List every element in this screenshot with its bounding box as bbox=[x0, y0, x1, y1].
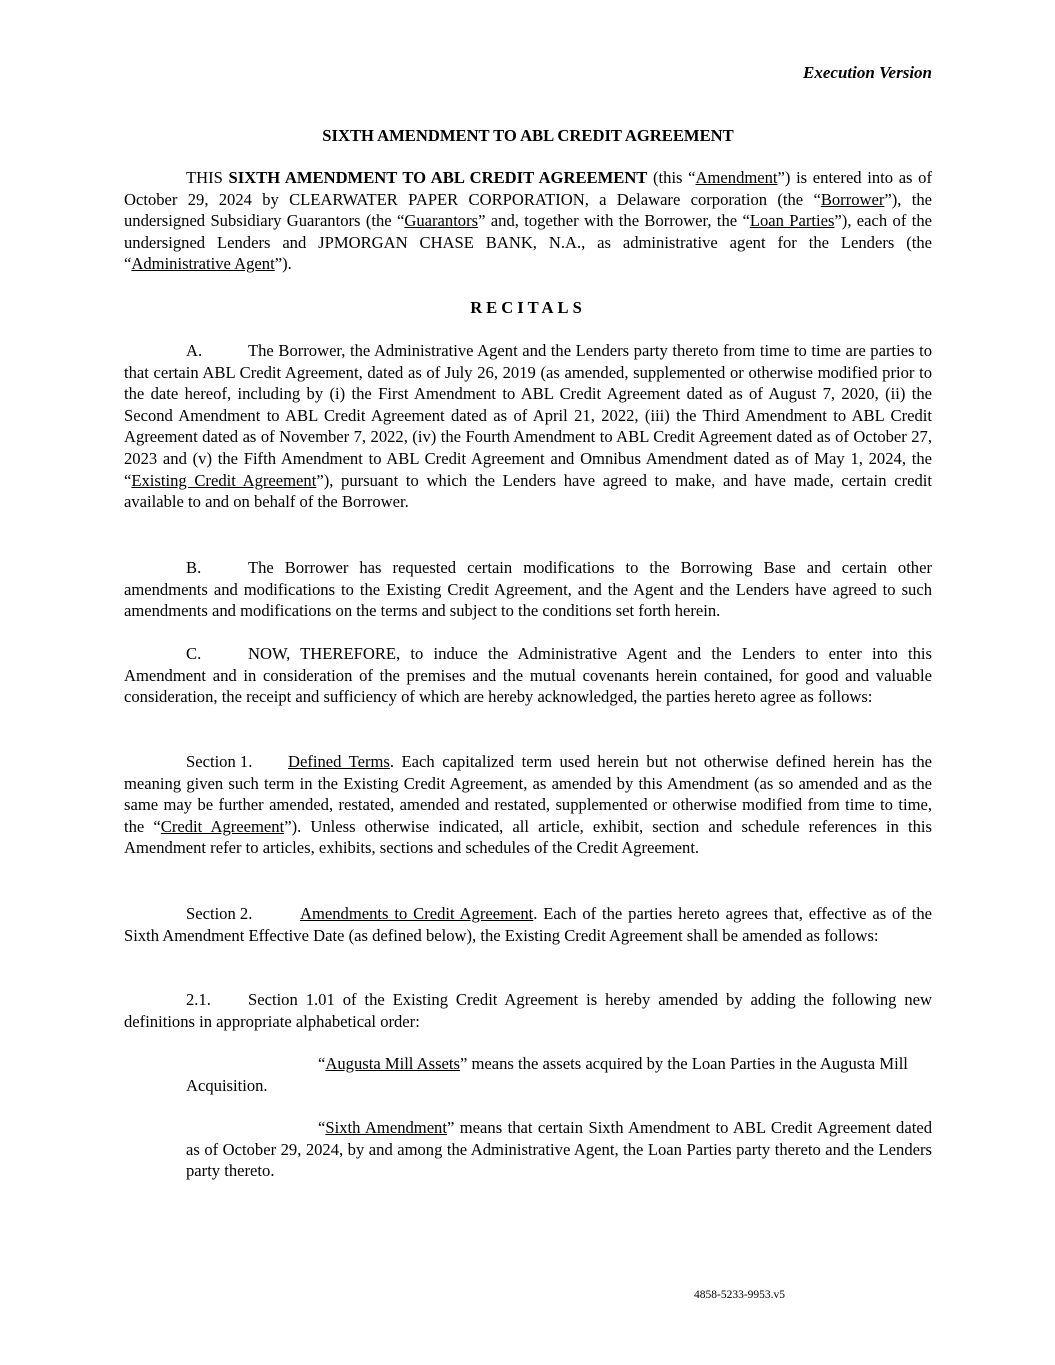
execution-version-label: Execution Version bbox=[803, 63, 932, 82]
recital-a: A. The Borrower, the Administrative Agent and the Lenders party thereto from time to time are parties to that certain ABL Credit Agreement, dated as of July 26, 2019 (as amended, supplemented or otherwise modified prior to the date hereof, including by (i) the First Amendment to ABL Credit Agreement dated as of August 7, 2020, (ii) the Second Amendment to ABL Credit Agreement dated as of April 21, 2022, (iii) the Third Amendment to ABL Credit Agreement dated as of November 7, 2022, (iv) the Fourth Amendment to ABL Credit Agreement dated as of October 27, 2023 and (v) the Fifth Amendment to ABL Credit Agreement and Omnibus Amendment dated as of May 1, 2024, the “Existing Credit Agreement”), pursuant to which the Lenders have agreed to make, and have made, certain credit available to and on behalf of the Borrower. bbox=[124, 341, 932, 512]
recital-c: C. NOW, THEREFORE, to induce the Administrative Agent and the Lenders to enter into this Amendment and in consideration of the premises and the mutual covenants herein contained, for good and valuable consideration, the receipt and sufficiency of which are hereby acknowledged, the parties hereto agree as follows: bbox=[124, 644, 932, 707]
definition-sixth-amendment: “Sixth Amendment” means that certain Sixth Amendment to ABL Credit Agreement dated as of October 29, 2024, by and among the Administrative Agent, the Loan Parties party thereto and the Lenders party thereto. bbox=[186, 1118, 932, 1181]
section-2-heading: Amendments to Credit Agreement bbox=[300, 904, 534, 923]
section-2-1-label: 2.1. bbox=[186, 990, 211, 1009]
section-2-label: Section 2. bbox=[186, 904, 253, 923]
document-title: SIXTH AMENDMENT TO ABL CREDIT AGREEMENT bbox=[322, 126, 734, 145]
defined-term-guarantors: Guarantors bbox=[404, 211, 479, 231]
document-page bbox=[124, 0, 932, 1365]
amendment-name-bold: SIXTH AMENDMENT TO ABL CREDIT AGREEMENT bbox=[228, 168, 648, 187]
recital-a-label: A. bbox=[186, 341, 203, 360]
defined-term-sixth-amendment: Sixth Amendment bbox=[325, 1118, 447, 1137]
defined-term-borrower: Borrower bbox=[820, 189, 885, 209]
defined-term-augusta-mill-assets: Augusta Mill Assets bbox=[325, 1054, 460, 1073]
document-id-footer: 4858-5233-9953.v5 bbox=[694, 1289, 786, 1301]
defined-term-amendment: Amendment bbox=[695, 168, 778, 187]
recitals-heading: RECITALS bbox=[470, 298, 586, 317]
section-1: Section 1. Defined Terms. Each capitalized term used herein but not otherwise defined herein has the meaning given such term in the Existing Credit Agreement, as amended by this Amendment (as so amended and as the same may be further amended, restated, amended and restated, supplemented or otherwise modified from time to time, the “Credit Agreement”). Unless otherwise indicated, all article, exhibit, section and schedule references in this Amendment refer to articles, exhibits, sections and schedules of the Credit Agreement. bbox=[124, 752, 932, 858]
section-2: Section 2. Amendments to Credit Agreement. Each of the parties hereto agrees that, effective as of the Sixth Amendment Effective Date (as defined below), the Existing Credit Agreement shall be amended as follows: bbox=[124, 904, 932, 945]
definition-augusta-mill-assets: “Augusta Mill Assets” means the assets acquired by the Loan Parties in the Augusta Mill Acquisition. bbox=[186, 1054, 908, 1095]
defined-term-administrative-agent: Administrative Agent bbox=[131, 254, 275, 274]
section-2-1: 2.1. Section 1.01 of the Existing Credit Agreement is hereby amended by adding the following new definitions in appropriate alphabetical order: bbox=[124, 990, 932, 1031]
defined-term-existing-credit-agreement: Existing Credit Agreement bbox=[131, 470, 317, 490]
defined-term-loan-parties: Loan Parties bbox=[749, 211, 835, 231]
defined-term-credit-agreement: Credit Agreement bbox=[160, 816, 285, 836]
recital-b-label: B. bbox=[186, 558, 202, 577]
recital-c-label: C. bbox=[186, 644, 202, 663]
intro-paragraph: THIS SIXTH AMENDMENT TO ABL CREDIT AGREEMENT (this “Amendment”) is entered into as of October 29, 2024 by CLEARWATER PAPER CORPORATION, a Delaware corporation (the “Borrower”), the undersigned Subsidiary Guarantors (the “Guarantors” and, together with the Borrower, the “Loan Parties”), each of the undersigned Lenders and JPMORGAN CHASE BANK, N.A., as administrative agent for the Lenders (the “Administrative Agent”). bbox=[124, 168, 932, 274]
section-1-label: Section 1. bbox=[186, 752, 253, 771]
recital-b: B. The Borrower has requested certain modifications to the Borrowing Base and certain other amendments and modifications to the Existing Credit Agreement, and the Agent and the Lenders have agreed to such amendments and modifications on the terms and subject to the conditions set forth herein. bbox=[124, 558, 932, 621]
section-1-heading: Defined Terms bbox=[288, 752, 390, 771]
